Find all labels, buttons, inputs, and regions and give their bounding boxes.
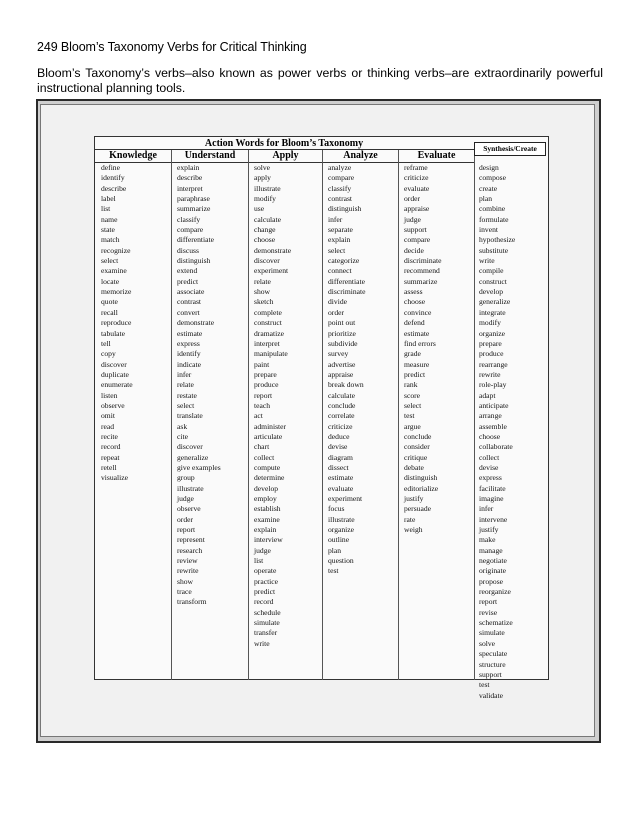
verb-item: choose <box>479 431 501 441</box>
word-list-analyze <box>328 163 366 577</box>
verb-item: anticipate <box>479 400 509 410</box>
verb-item: formulate <box>479 214 509 224</box>
verb-item: list <box>254 556 264 566</box>
verb-item: manipulate <box>254 349 288 359</box>
verb-item: reorganize <box>479 587 511 597</box>
verb-item: apply <box>254 173 271 183</box>
verb-item: measure <box>404 359 430 369</box>
verb-item: conclude <box>328 400 356 410</box>
verb-item: give examples <box>177 462 221 472</box>
verb-item: classify <box>328 183 352 193</box>
verb-item: find errors <box>404 338 436 348</box>
verb-item: compare <box>177 225 204 235</box>
verb-item: examine <box>254 514 280 524</box>
verb-item: originate <box>479 566 506 576</box>
column-separator <box>171 150 172 680</box>
verb-item: compare <box>328 173 355 183</box>
verb-item: articulate <box>254 431 283 441</box>
verb-item: produce <box>479 349 504 359</box>
verb-item: recall <box>101 307 118 317</box>
verb-item: explain <box>177 163 200 172</box>
verb-item: identify <box>101 173 125 183</box>
verb-item: state <box>101 225 115 235</box>
verb-item: act <box>254 411 263 421</box>
verb-item: test <box>479 680 490 690</box>
verb-item: subdivide <box>328 338 358 348</box>
verb-item: show <box>177 576 194 586</box>
verb-item: observe <box>177 504 201 514</box>
verb-item: debate <box>404 462 424 472</box>
verb-item: defend <box>404 318 425 328</box>
verb-item: manage <box>479 545 503 555</box>
verb-item: prepare <box>479 338 502 348</box>
verb-item: transform <box>177 597 207 607</box>
verb-item: operate <box>254 566 277 576</box>
verb-item: collect <box>254 452 275 462</box>
verb-item: match <box>101 235 120 245</box>
verb-item: recite <box>101 431 118 441</box>
verb-item: appraise <box>404 204 430 214</box>
verb-item: establish <box>254 504 281 514</box>
verb-item: schematize <box>479 618 513 628</box>
verb-item: infer <box>177 369 192 379</box>
verb-item: compose <box>479 173 506 183</box>
verb-item: select <box>328 245 346 255</box>
verb-item: construct <box>479 276 507 286</box>
verb-item: infer <box>479 504 494 514</box>
verb-item: experiment <box>254 266 289 276</box>
column-heading-analyze: Analyze <box>343 150 378 161</box>
verb-item: appraise <box>328 369 354 379</box>
verb-item: contrast <box>177 297 202 307</box>
verb-item: dramatize <box>254 328 284 338</box>
verb-item: discover <box>177 442 203 452</box>
verb-item: read <box>101 421 115 431</box>
verb-item: write <box>254 638 270 648</box>
verb-item: focus <box>328 504 345 514</box>
verb-item: hypothesize <box>479 235 516 245</box>
verb-item: choose <box>404 297 426 307</box>
verb-item: trace <box>177 587 192 597</box>
verb-item: modify <box>479 318 501 328</box>
verb-item: grade <box>404 349 421 359</box>
verb-item: compare <box>404 235 431 245</box>
verb-item: prioritize <box>328 328 356 338</box>
word-list-synthesis-create <box>479 163 515 701</box>
verb-item: visualize <box>101 473 128 483</box>
verb-item: quote <box>101 297 118 307</box>
verb-item: separate <box>328 225 353 235</box>
verb-item: restate <box>177 390 197 400</box>
verb-item: cite <box>177 431 188 441</box>
verb-item: consider <box>404 442 430 452</box>
verb-item: estimate <box>328 473 354 483</box>
column-separator <box>248 150 249 680</box>
verb-item: connect <box>328 266 352 276</box>
verb-item: justify <box>404 494 424 503</box>
table-title: Action Words for Bloom’s Taxonomy <box>204 138 364 149</box>
verb-item: outline <box>328 535 350 545</box>
verb-item: record <box>101 442 121 452</box>
verb-item: memorize <box>101 287 132 297</box>
verb-item: develop <box>254 483 279 493</box>
verb-item: organize <box>328 525 355 535</box>
verb-item: divide <box>328 297 347 307</box>
verb-item: order <box>177 514 194 524</box>
verb-item: interpret <box>177 183 203 193</box>
verb-item: relate <box>254 276 271 286</box>
verb-item: predict <box>177 276 199 286</box>
verb-item: advertise <box>328 359 356 369</box>
column-heading-evaluate: Evaluate <box>417 150 456 161</box>
verb-item: express <box>479 473 502 483</box>
verb-item: illustrate <box>177 483 204 493</box>
verb-item: evaluate <box>404 183 430 193</box>
verb-item: facilitate <box>479 483 506 493</box>
verb-item: arrange <box>479 411 502 421</box>
verb-item: sketch <box>254 297 274 307</box>
verb-item: differentiate <box>177 235 214 245</box>
verb-item: convert <box>177 307 200 317</box>
verb-item: reproduce <box>101 318 132 328</box>
verb-item: experiment <box>328 494 363 503</box>
page-title: 249 Bloom’s Taxonomy Verbs for Critical Thinking <box>37 40 307 54</box>
verb-item: produce <box>254 380 279 390</box>
verb-item: diagram <box>328 452 353 462</box>
verb-item: modify <box>254 194 276 204</box>
verb-item: label <box>101 194 116 204</box>
verb-item: practice <box>254 576 279 586</box>
verb-item: select <box>101 256 119 266</box>
verb-item: test <box>328 566 339 576</box>
verb-item: discover <box>254 256 280 266</box>
verb-item: plan <box>479 194 493 204</box>
verb-item: compile <box>479 266 504 276</box>
column-separator <box>398 150 399 680</box>
verb-item: contrast <box>328 194 353 204</box>
column-separator <box>474 150 475 680</box>
verb-item: recommend <box>404 266 440 276</box>
verb-item: evaluate <box>328 483 354 493</box>
verb-item: discriminate <box>328 287 366 297</box>
verb-item: speculate <box>479 649 508 659</box>
verb-item: tabulate <box>101 328 126 338</box>
verb-item: rate <box>404 514 416 524</box>
verb-item: rewrite <box>479 369 501 379</box>
verb-item: imagine <box>479 494 504 503</box>
verb-item: point out <box>328 318 356 328</box>
verb-item: illustrate <box>328 514 355 524</box>
verb-item: rearrange <box>479 359 508 369</box>
verb-item: judge <box>254 545 271 555</box>
verb-item: calculate <box>254 214 281 224</box>
verb-item: organize <box>479 328 506 338</box>
verb-item: paraphrase <box>177 194 210 204</box>
verb-item: question <box>328 556 354 566</box>
verb-item: devise <box>479 462 499 472</box>
verb-item: predict <box>404 369 426 379</box>
verb-item: transfer <box>254 628 278 638</box>
verb-item: correlate <box>328 411 355 421</box>
verb-item: score <box>404 390 421 400</box>
verb-item: negotiate <box>479 556 507 566</box>
verb-item: employ <box>254 494 277 503</box>
verb-item: examine <box>101 266 127 276</box>
verb-item: support <box>479 669 502 679</box>
verb-item: translate <box>177 411 203 421</box>
verb-item: define <box>101 163 120 172</box>
verb-item: locate <box>101 276 120 286</box>
verb-item: test <box>404 411 415 421</box>
verb-item: order <box>404 194 421 204</box>
verb-item: generalize <box>177 452 209 462</box>
verb-item: substitute <box>479 245 509 255</box>
verb-item: determine <box>254 473 285 483</box>
verb-item: explain <box>328 235 351 245</box>
verb-item: summarize <box>177 204 211 214</box>
verb-item: distinguish <box>328 204 362 214</box>
column-heading-apply: Apply <box>272 150 299 161</box>
verb-item: observe <box>101 400 125 410</box>
verb-item: reframe <box>404 163 428 172</box>
verb-item: calculate <box>328 390 355 400</box>
verb-item: discuss <box>177 245 199 255</box>
verb-item: describe <box>177 173 203 183</box>
verb-item: combine <box>479 204 506 214</box>
verb-item: integrate <box>479 307 506 317</box>
verb-item: enumerate <box>101 380 133 390</box>
column-heading-synthesis-create: Synthesis/Create <box>474 142 546 156</box>
verb-item: distinguish <box>404 473 438 483</box>
word-list-apply <box>254 163 291 649</box>
verb-item: administer <box>254 421 287 431</box>
verb-item: complete <box>254 307 282 317</box>
verb-item: copy <box>101 349 116 359</box>
verb-item: illustrate <box>254 183 281 193</box>
verb-item: criticize <box>404 173 429 183</box>
verb-item: select <box>404 400 422 410</box>
verb-item: represent <box>177 535 205 545</box>
verb-item: express <box>177 338 200 348</box>
verb-item: rewrite <box>177 566 199 576</box>
verb-item: select <box>177 400 195 410</box>
verb-item: report <box>177 525 196 535</box>
verb-item: use <box>254 204 265 214</box>
verb-item: schedule <box>254 607 281 617</box>
verb-item: simulate <box>254 618 280 628</box>
verb-item: discover <box>101 359 127 369</box>
verb-item: classify <box>177 214 201 224</box>
verb-item: propose <box>479 576 504 586</box>
verb-item: report <box>479 597 498 607</box>
verb-item: demonstrate <box>254 245 292 255</box>
verb-item: indicate <box>177 359 202 369</box>
verb-item: adapt <box>479 390 496 400</box>
verb-item: intervene <box>479 514 508 524</box>
verb-item: assemble <box>479 421 507 431</box>
verb-item: compute <box>254 462 281 472</box>
verb-item: justify <box>479 525 499 535</box>
verb-item: construct <box>254 318 282 328</box>
verb-item: dissect <box>328 462 349 472</box>
verb-item: report <box>254 390 273 400</box>
verb-item: identify <box>177 349 201 359</box>
verb-item: plan <box>328 545 342 555</box>
verb-item: retell <box>101 462 117 472</box>
verb-item: review <box>177 556 198 566</box>
verb-item: show <box>254 287 271 297</box>
verb-item: write <box>479 256 495 266</box>
word-list-evaluate <box>404 163 442 535</box>
verb-item: convince <box>404 307 432 317</box>
verb-item: explain <box>254 525 277 535</box>
verb-item: break down <box>328 380 364 390</box>
verb-item: tell <box>101 338 111 348</box>
verb-item: discriminate <box>404 256 442 266</box>
verb-item: name <box>101 214 118 224</box>
verb-item: associate <box>177 287 205 297</box>
verb-item: predict <box>254 587 276 597</box>
verb-item: weigh <box>404 525 423 535</box>
verb-item: structure <box>479 659 506 669</box>
verb-item: group <box>177 473 195 483</box>
verb-item: teach <box>254 400 271 410</box>
verb-item: analyze <box>328 163 352 172</box>
verb-item: criticize <box>328 421 353 431</box>
verb-item: list <box>101 204 111 214</box>
verb-item: paint <box>254 359 270 369</box>
column-separator <box>322 150 323 680</box>
verb-item: solve <box>254 163 271 172</box>
verb-item: summarize <box>404 276 438 286</box>
column-heading-knowledge: Knowledge <box>109 150 157 161</box>
word-list-understand <box>177 163 221 608</box>
verb-item: choose <box>254 235 276 245</box>
verb-item: research <box>177 545 203 555</box>
verb-item: invent <box>479 225 498 235</box>
verb-item: survey <box>328 349 349 359</box>
verb-item: extend <box>177 266 198 276</box>
verb-item: infer <box>328 214 343 224</box>
verb-item: collaborate <box>479 442 513 452</box>
verb-item: simulate <box>479 628 505 638</box>
verb-item: interview <box>254 535 283 545</box>
intro-paragraph: Bloom’s Taxonomy’s verbs–also known as power verbs or thinking verbs–are extraordinarily powerful instructional planning tools. <box>37 66 603 95</box>
verb-item: chart <box>254 442 270 452</box>
verb-item: devise <box>328 442 348 452</box>
verb-item: design <box>479 163 499 172</box>
verb-item: judge <box>177 494 194 503</box>
verb-item: ask <box>177 421 188 431</box>
verb-item: collect <box>479 452 500 462</box>
verb-item: estimate <box>177 328 203 338</box>
verb-item: persuade <box>404 504 431 514</box>
verb-item: order <box>328 307 345 317</box>
verb-item: demonstrate <box>177 318 215 328</box>
verb-item: record <box>254 597 274 607</box>
verb-item: relate <box>177 380 194 390</box>
word-list-knowledge <box>101 163 133 484</box>
verb-item: categorize <box>328 256 360 266</box>
verb-item: interpret <box>254 338 280 348</box>
verb-item: conclude <box>404 431 432 441</box>
verb-item: decide <box>404 245 424 255</box>
verb-item: editorialize <box>404 483 439 493</box>
verb-item: develop <box>479 287 504 297</box>
verb-item: duplicate <box>101 369 129 379</box>
verb-item: create <box>479 183 498 193</box>
verb-item: role-play <box>479 380 507 390</box>
verb-item: estimate <box>404 328 430 338</box>
verb-item: rank <box>404 380 418 390</box>
verb-item: differentiate <box>328 276 365 286</box>
verb-item: omit <box>101 411 115 421</box>
verb-item: argue <box>404 421 421 431</box>
verb-item: describe <box>101 183 127 193</box>
verb-item: validate <box>479 690 504 700</box>
verb-item: change <box>254 225 276 235</box>
verb-item: repeat <box>101 452 120 462</box>
verb-item: deduce <box>328 431 350 441</box>
verb-item: recognize <box>101 245 131 255</box>
verb-item: listen <box>101 390 118 400</box>
verb-item: distinguish <box>177 256 211 266</box>
verb-item: solve <box>479 638 496 648</box>
verb-item: critique <box>404 452 428 462</box>
column-heading-understand: Understand <box>184 150 236 161</box>
verb-item: generalize <box>479 297 511 307</box>
verb-item: revise <box>479 607 498 617</box>
verb-item: assess <box>404 287 423 297</box>
verb-item: make <box>479 535 496 545</box>
verb-item: prepare <box>254 369 277 379</box>
verb-item: judge <box>404 214 421 224</box>
verb-item: support <box>404 225 427 235</box>
